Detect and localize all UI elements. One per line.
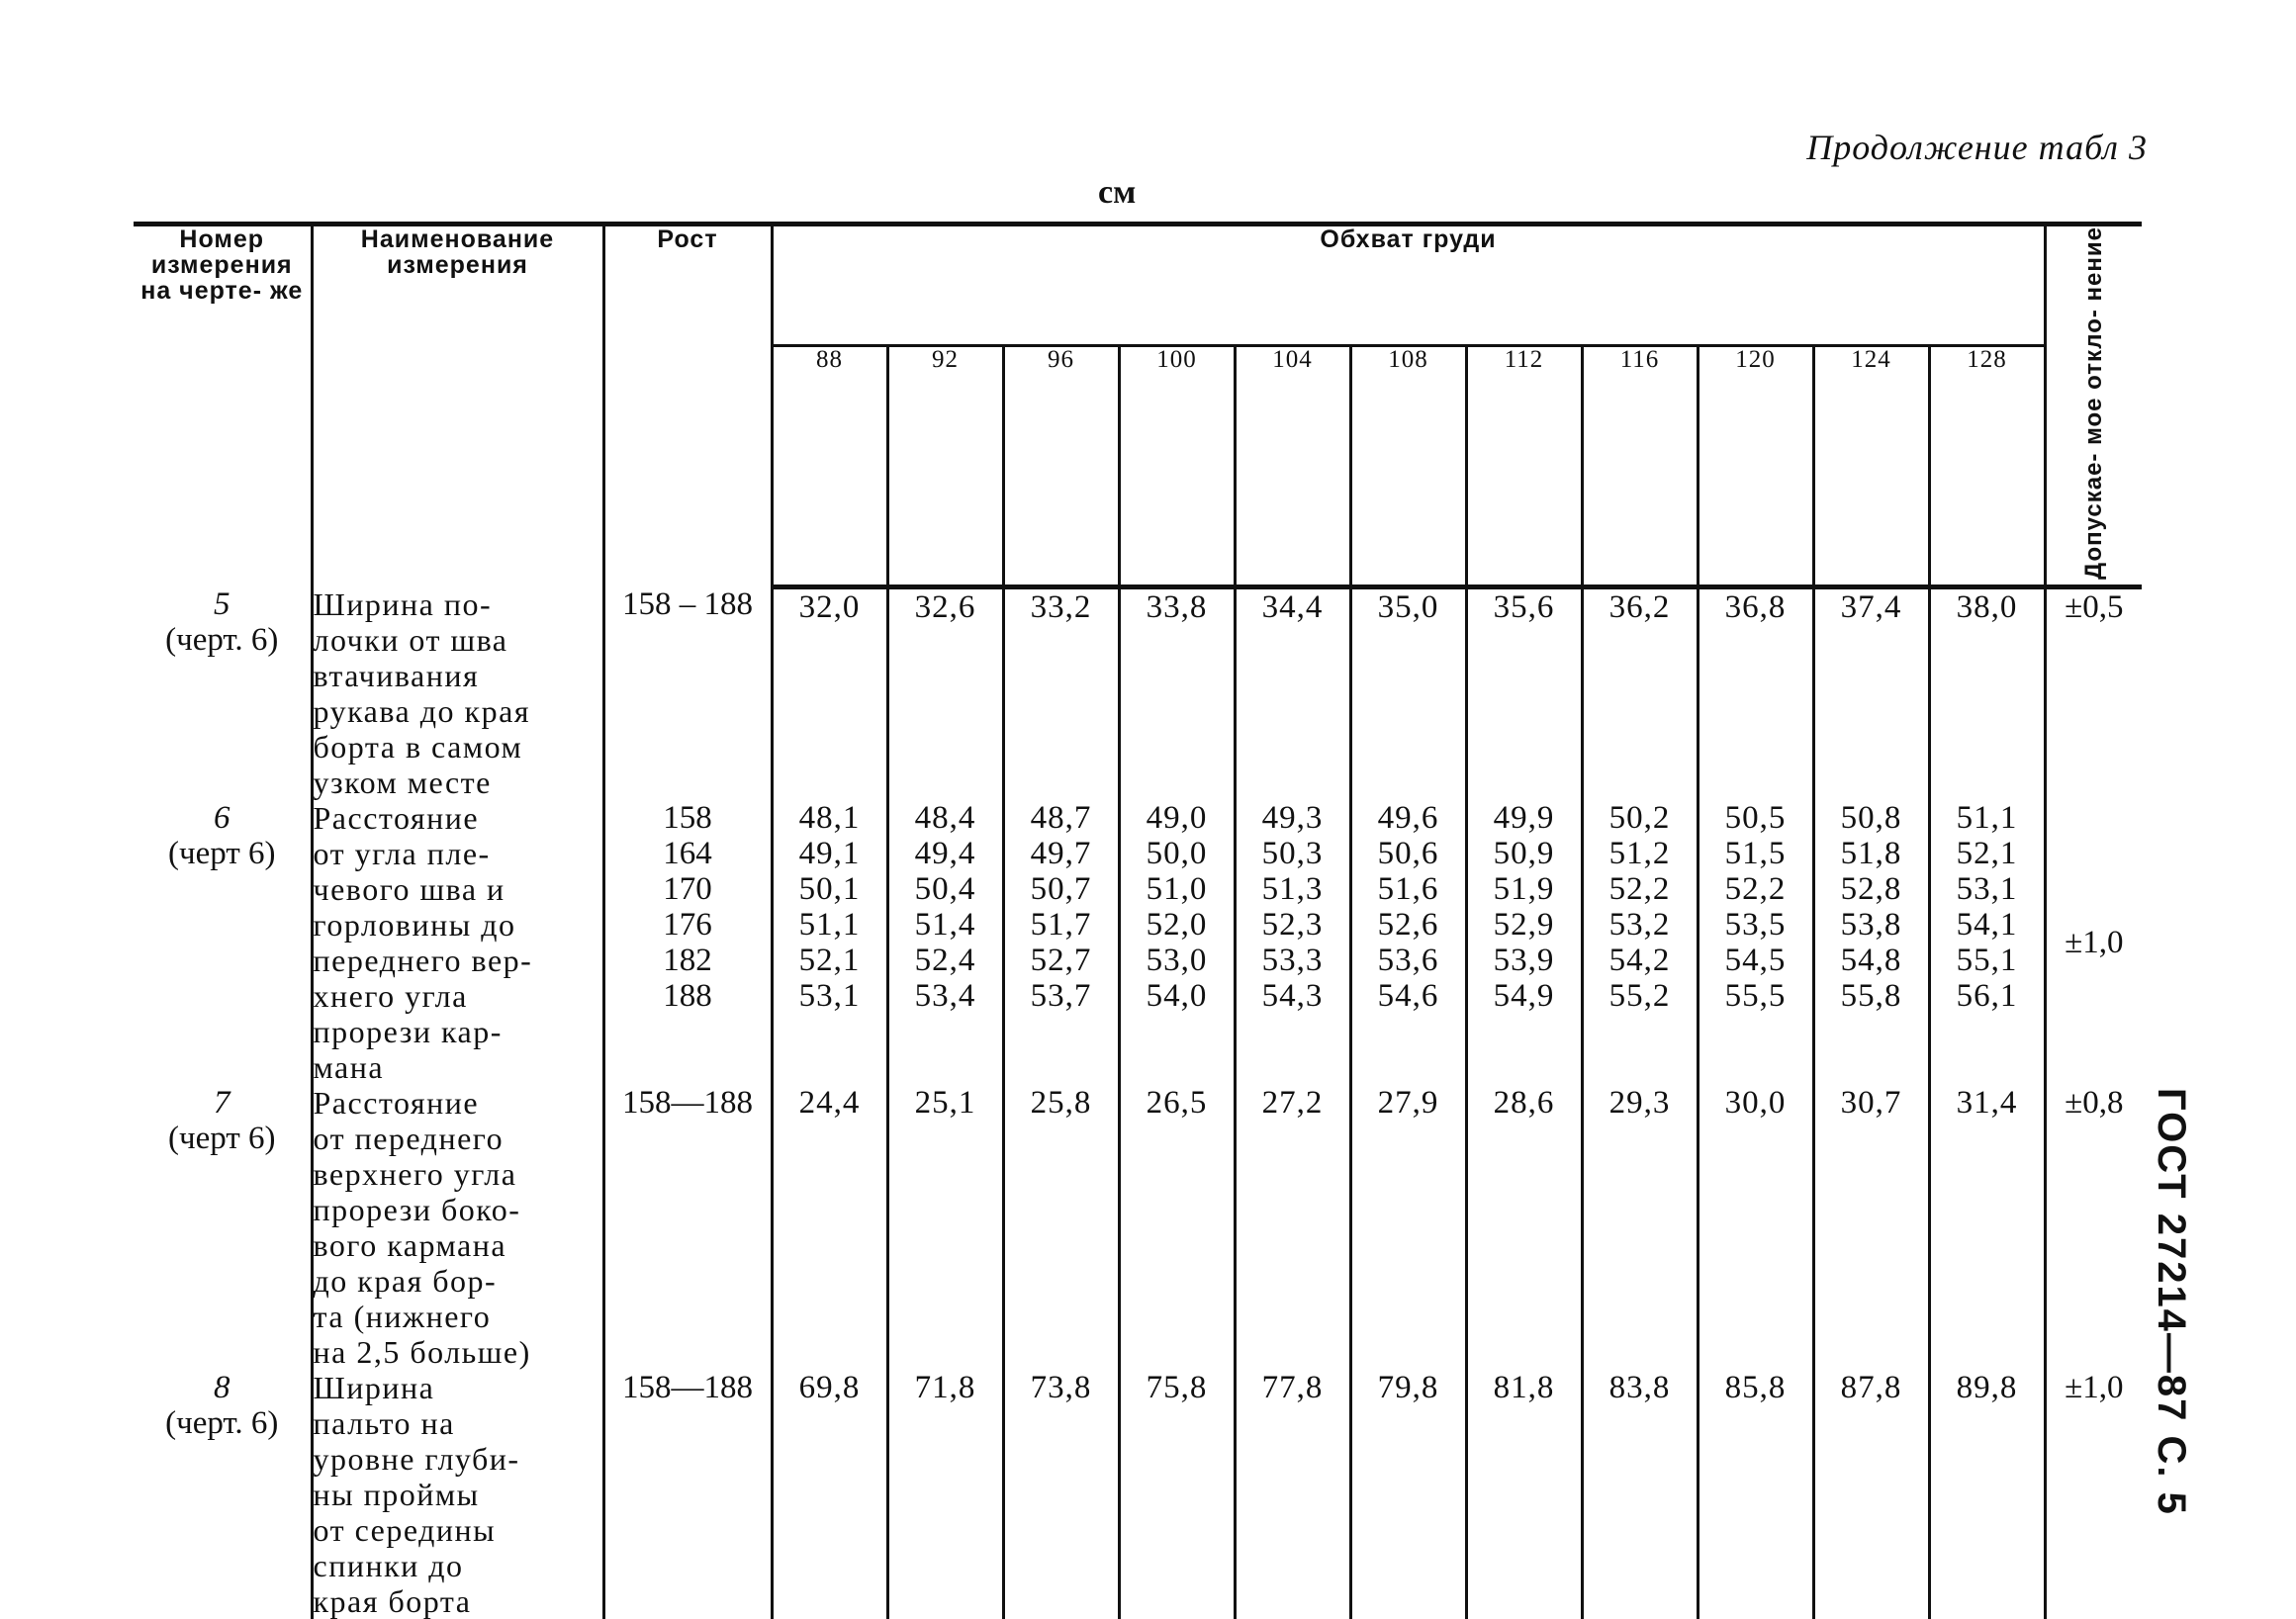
value: 50,8 bbox=[1840, 800, 1902, 837]
header-size-7: 116 bbox=[1582, 345, 1698, 586]
value-cell bbox=[1929, 800, 2045, 1085]
table-continuation-label: Продолжение табл 3 bbox=[1806, 128, 2148, 167]
value: 49,7 bbox=[1030, 836, 1092, 872]
value: 52,1 bbox=[798, 943, 861, 979]
drawing-reference: (черт 6) bbox=[168, 1121, 276, 1157]
measure-name-line: на 2,5 больше) bbox=[313, 1334, 531, 1371]
value-cell bbox=[1466, 1085, 1582, 1370]
height-cell bbox=[603, 586, 772, 800]
header-size-5: 108 bbox=[1350, 345, 1466, 586]
value: 30,7 bbox=[1840, 1085, 1902, 1122]
value-cell bbox=[1235, 1370, 1350, 1619]
value: 53,5 bbox=[1724, 907, 1787, 944]
value: 54,2 bbox=[1608, 943, 1671, 979]
measure-number-cell bbox=[134, 586, 312, 800]
value: 36,2 bbox=[1608, 588, 1671, 625]
measure-name-line: от середины bbox=[313, 1512, 497, 1549]
measure-name-line: Расстояние bbox=[313, 800, 480, 837]
side-page-label: ГОСТ 27214—87 С. 5 bbox=[2150, 1088, 2193, 1516]
header-size-2: 96 bbox=[1003, 345, 1119, 586]
height-value: 188 bbox=[663, 978, 712, 1015]
value: 51,0 bbox=[1146, 871, 1208, 908]
value: 53,9 bbox=[1493, 943, 1555, 979]
value-cell bbox=[772, 1370, 887, 1619]
value: 52,2 bbox=[1724, 871, 1787, 908]
measure-name-line: до края бор- bbox=[313, 1263, 498, 1300]
value: 54,9 bbox=[1493, 978, 1555, 1015]
value: 56,1 bbox=[1956, 978, 2018, 1015]
value: 36,8 bbox=[1724, 588, 1787, 625]
measure-name-line: узком месте bbox=[313, 765, 492, 801]
value: 81,8 bbox=[1493, 1370, 1555, 1406]
measurements-table bbox=[134, 222, 2142, 1619]
measure-number: 7 bbox=[214, 1085, 230, 1122]
value: 32,0 bbox=[798, 588, 861, 625]
measure-number-cell bbox=[134, 1370, 312, 1619]
value: 53,1 bbox=[798, 978, 861, 1015]
measure-number: 5 bbox=[214, 586, 230, 623]
header-size-1: 92 bbox=[887, 345, 1003, 586]
value: 54,3 bbox=[1261, 978, 1324, 1015]
measure-name-line: от угла пле- bbox=[313, 836, 491, 872]
value: 53,4 bbox=[914, 978, 976, 1015]
measure-name-line: уровне глуби- bbox=[313, 1441, 520, 1478]
value: 51,8 bbox=[1840, 836, 1902, 872]
value: 50,3 bbox=[1261, 836, 1324, 872]
measure-name-line: чевого шва и bbox=[313, 871, 505, 908]
value: 79,8 bbox=[1377, 1370, 1439, 1406]
header-height: Рост bbox=[603, 225, 772, 587]
value: 55,5 bbox=[1724, 978, 1787, 1015]
measure-name-line: втачивания bbox=[313, 658, 480, 694]
value: 34,4 bbox=[1261, 588, 1324, 625]
value-cell bbox=[1582, 800, 1698, 1085]
measure-name-line: спинки до bbox=[313, 1548, 464, 1584]
header-measure-number: Номер измерения на черте- же bbox=[134, 225, 312, 587]
drawing-reference: (черт. 6) bbox=[165, 1405, 279, 1442]
value: 53,8 bbox=[1840, 907, 1902, 944]
value-cell bbox=[772, 586, 887, 800]
value-cell bbox=[1235, 800, 1350, 1085]
value-cell bbox=[1698, 1370, 1813, 1619]
value: 73,8 bbox=[1030, 1370, 1092, 1406]
height-value: 164 bbox=[663, 836, 712, 872]
value: 55,8 bbox=[1840, 978, 1902, 1015]
value: 50,5 bbox=[1724, 800, 1787, 837]
value: 77,8 bbox=[1261, 1370, 1324, 1406]
value: 83,8 bbox=[1608, 1370, 1671, 1406]
measure-name-line: Ширина bbox=[313, 1370, 435, 1406]
value-cell bbox=[1119, 1085, 1235, 1370]
value-cell bbox=[1235, 586, 1350, 800]
measure-name-line: от переднего bbox=[313, 1121, 505, 1157]
header-size-9: 124 bbox=[1813, 345, 1929, 586]
height-value: 158 bbox=[663, 800, 712, 837]
value: 29,3 bbox=[1608, 1085, 1671, 1122]
value-cell bbox=[1582, 1085, 1698, 1370]
tolerance-cell: ±0,8 bbox=[2045, 1085, 2142, 1370]
header-size-0: 88 bbox=[772, 345, 887, 586]
measure-name-cell bbox=[312, 800, 603, 1085]
value: 51,4 bbox=[914, 907, 976, 944]
value: 48,7 bbox=[1030, 800, 1092, 837]
value: 54,1 bbox=[1956, 907, 2018, 944]
value: 52,2 bbox=[1608, 871, 1671, 908]
value: 52,4 bbox=[914, 943, 976, 979]
value: 75,8 bbox=[1146, 1370, 1208, 1406]
value-cell bbox=[1929, 1085, 2045, 1370]
header-size-10: 128 bbox=[1929, 345, 2045, 586]
height-value: 170 bbox=[663, 871, 712, 908]
measure-name-line: горловины до bbox=[313, 907, 516, 944]
height-value: 182 bbox=[663, 943, 712, 979]
value-cell bbox=[887, 1085, 1003, 1370]
drawing-reference: (черт. 6) bbox=[165, 622, 279, 659]
value-cell bbox=[772, 800, 887, 1085]
value: 53,2 bbox=[1608, 907, 1671, 944]
value: 69,8 bbox=[798, 1370, 861, 1406]
value-cell bbox=[1813, 800, 1929, 1085]
value-cell bbox=[1350, 586, 1466, 800]
value-cell bbox=[1813, 1370, 1929, 1619]
value: 52,9 bbox=[1493, 907, 1555, 944]
value-cell bbox=[1235, 1085, 1350, 1370]
measure-number-cell bbox=[134, 800, 312, 1085]
value: 51,6 bbox=[1377, 871, 1439, 908]
value: 52,7 bbox=[1030, 943, 1092, 979]
height-value: 176 bbox=[663, 907, 712, 944]
value: 52,3 bbox=[1261, 907, 1324, 944]
value-cell bbox=[1466, 800, 1582, 1085]
value: 54,8 bbox=[1840, 943, 1902, 979]
value: 33,8 bbox=[1146, 588, 1208, 625]
value-cell bbox=[1350, 1370, 1466, 1619]
value-cell bbox=[1119, 1370, 1235, 1619]
header-measure-name: Наименование измерения bbox=[312, 225, 603, 587]
value: 53,3 bbox=[1261, 943, 1324, 979]
value: 54,6 bbox=[1377, 978, 1439, 1015]
value: 49,3 bbox=[1261, 800, 1324, 837]
measure-name-line: края борта bbox=[313, 1583, 472, 1619]
header-size-8: 120 bbox=[1698, 345, 1813, 586]
measure-name-line: вого кармана bbox=[313, 1227, 507, 1264]
drawing-reference: (черт 6) bbox=[168, 836, 276, 872]
value-cell bbox=[1929, 1370, 2045, 1619]
value: 38,0 bbox=[1956, 588, 2018, 625]
value: 85,8 bbox=[1724, 1370, 1787, 1406]
value: 51,9 bbox=[1493, 871, 1555, 908]
value: 71,8 bbox=[914, 1370, 976, 1406]
value: 52,1 bbox=[1956, 836, 2018, 872]
measure-name-cell bbox=[312, 1370, 603, 1619]
value: 87,8 bbox=[1840, 1370, 1902, 1406]
value: 55,2 bbox=[1608, 978, 1671, 1015]
value: 28,6 bbox=[1493, 1085, 1555, 1122]
table-row bbox=[134, 586, 2142, 800]
header-size-3: 100 bbox=[1119, 345, 1235, 586]
measure-name-line: лочки от шва bbox=[313, 622, 508, 659]
tolerance-cell: ±1,0 bbox=[2045, 800, 2142, 1085]
value: 26,5 bbox=[1146, 1085, 1208, 1122]
header-size-4: 104 bbox=[1235, 345, 1350, 586]
header-size-6: 112 bbox=[1466, 345, 1582, 586]
value: 33,2 bbox=[1030, 588, 1092, 625]
value-cell bbox=[1929, 586, 2045, 800]
measure-name-line: прорези кар- bbox=[313, 1014, 503, 1050]
value-cell bbox=[1698, 800, 1813, 1085]
measure-number: 6 bbox=[214, 800, 230, 837]
measure-name-cell bbox=[312, 586, 603, 800]
table-row bbox=[134, 1085, 2142, 1370]
value-cell bbox=[1698, 586, 1813, 800]
value-cell bbox=[1119, 800, 1235, 1085]
measure-name-line: верхнего угла bbox=[313, 1156, 517, 1193]
value-cell bbox=[1466, 1370, 1582, 1619]
measure-name-line: прорези боко- bbox=[313, 1192, 521, 1228]
unit-label: см bbox=[1098, 174, 1137, 211]
value-cell bbox=[1003, 1085, 1119, 1370]
value: 89,8 bbox=[1956, 1370, 2018, 1406]
value: 48,1 bbox=[798, 800, 861, 837]
value: 50,1 bbox=[798, 871, 861, 908]
value-cell bbox=[1698, 1085, 1813, 1370]
value: 53,7 bbox=[1030, 978, 1092, 1015]
value: 37,4 bbox=[1840, 588, 1902, 625]
value: 49,1 bbox=[798, 836, 861, 872]
tolerance-cell: ±0,5 bbox=[2045, 586, 2142, 800]
value: 27,9 bbox=[1377, 1085, 1439, 1122]
value: 53,6 bbox=[1377, 943, 1439, 979]
value-cell bbox=[1350, 800, 1466, 1085]
header-tolerance-text: Допускае- мое откло- нение bbox=[2079, 226, 2107, 580]
value: 53,0 bbox=[1146, 943, 1208, 979]
value: 48,4 bbox=[914, 800, 976, 837]
header-chest-girth: Обхват груди bbox=[772, 225, 2045, 346]
height-value: 158—188 bbox=[622, 1085, 753, 1122]
value: 50,4 bbox=[914, 871, 976, 908]
value: 50,2 bbox=[1608, 800, 1671, 837]
measure-name-line: переднего вер- bbox=[313, 943, 533, 979]
measure-name-line: ны проймы bbox=[313, 1477, 480, 1513]
value-cell bbox=[1582, 586, 1698, 800]
value-cell bbox=[1350, 1085, 1466, 1370]
measure-name-line: мана bbox=[313, 1049, 385, 1086]
measure-name-line: хнего угла bbox=[313, 978, 468, 1015]
value-cell bbox=[1003, 800, 1119, 1085]
value: 24,4 bbox=[798, 1085, 861, 1122]
value: 49,4 bbox=[914, 836, 976, 872]
value-cell bbox=[1813, 586, 1929, 800]
value: 49,0 bbox=[1146, 800, 1208, 837]
value: 51,7 bbox=[1030, 907, 1092, 944]
value: 35,0 bbox=[1377, 588, 1439, 625]
measure-number: 8 bbox=[214, 1370, 230, 1406]
value: 49,6 bbox=[1377, 800, 1439, 837]
value: 25,1 bbox=[914, 1085, 976, 1122]
height-cell bbox=[603, 1085, 772, 1370]
value: 51,1 bbox=[1956, 800, 2018, 837]
value: 52,6 bbox=[1377, 907, 1439, 944]
value-cell bbox=[1582, 1370, 1698, 1619]
table-row bbox=[134, 1370, 2142, 1619]
value: 35,6 bbox=[1493, 588, 1555, 625]
measure-name-line: пальто на bbox=[313, 1405, 455, 1442]
measure-name-line: Расстояние bbox=[313, 1085, 480, 1122]
value-cell bbox=[1466, 586, 1582, 800]
value: 50,0 bbox=[1146, 836, 1208, 872]
value-cell bbox=[772, 1085, 887, 1370]
value: 31,4 bbox=[1956, 1085, 2018, 1122]
measure-name-line: борта в самом bbox=[313, 729, 523, 765]
value-cell bbox=[887, 800, 1003, 1085]
measure-number-cell bbox=[134, 1085, 312, 1370]
value-cell bbox=[887, 586, 1003, 800]
measure-name-cell bbox=[312, 1085, 603, 1370]
height-cell bbox=[603, 800, 772, 1085]
value: 50,9 bbox=[1493, 836, 1555, 872]
value: 25,8 bbox=[1030, 1085, 1092, 1122]
value: 51,3 bbox=[1261, 871, 1324, 908]
value: 52,0 bbox=[1146, 907, 1208, 944]
value: 50,6 bbox=[1377, 836, 1439, 872]
value: 32,6 bbox=[914, 588, 976, 625]
measure-name-line: та (нижнего bbox=[313, 1299, 492, 1335]
measure-name-line: рукава до края bbox=[313, 693, 530, 730]
height-value: 158 – 188 bbox=[622, 586, 753, 623]
value: 53,1 bbox=[1956, 871, 2018, 908]
height-value: 158—188 bbox=[622, 1370, 753, 1406]
value: 50,7 bbox=[1030, 871, 1092, 908]
value-cell bbox=[1119, 586, 1235, 800]
tolerance-cell: ±1,0 bbox=[2045, 1370, 2142, 1619]
value: 54,0 bbox=[1146, 978, 1208, 1015]
value: 51,2 bbox=[1608, 836, 1671, 872]
value: 49,9 bbox=[1493, 800, 1555, 837]
value: 30,0 bbox=[1724, 1085, 1787, 1122]
value-cell bbox=[887, 1370, 1003, 1619]
value: 55,1 bbox=[1956, 943, 2018, 979]
value-cell bbox=[1003, 1370, 1119, 1619]
value-cell bbox=[1813, 1085, 1929, 1370]
header-tolerance bbox=[2045, 225, 2142, 587]
value: 51,1 bbox=[798, 907, 861, 944]
value: 52,8 bbox=[1840, 871, 1902, 908]
value-cell bbox=[1003, 586, 1119, 800]
measure-name-line: Ширина по- bbox=[313, 586, 493, 623]
value: 54,5 bbox=[1724, 943, 1787, 979]
table-row bbox=[134, 800, 2142, 1085]
value: 27,2 bbox=[1261, 1085, 1324, 1122]
value: 51,5 bbox=[1724, 836, 1787, 872]
height-cell bbox=[603, 1370, 772, 1619]
